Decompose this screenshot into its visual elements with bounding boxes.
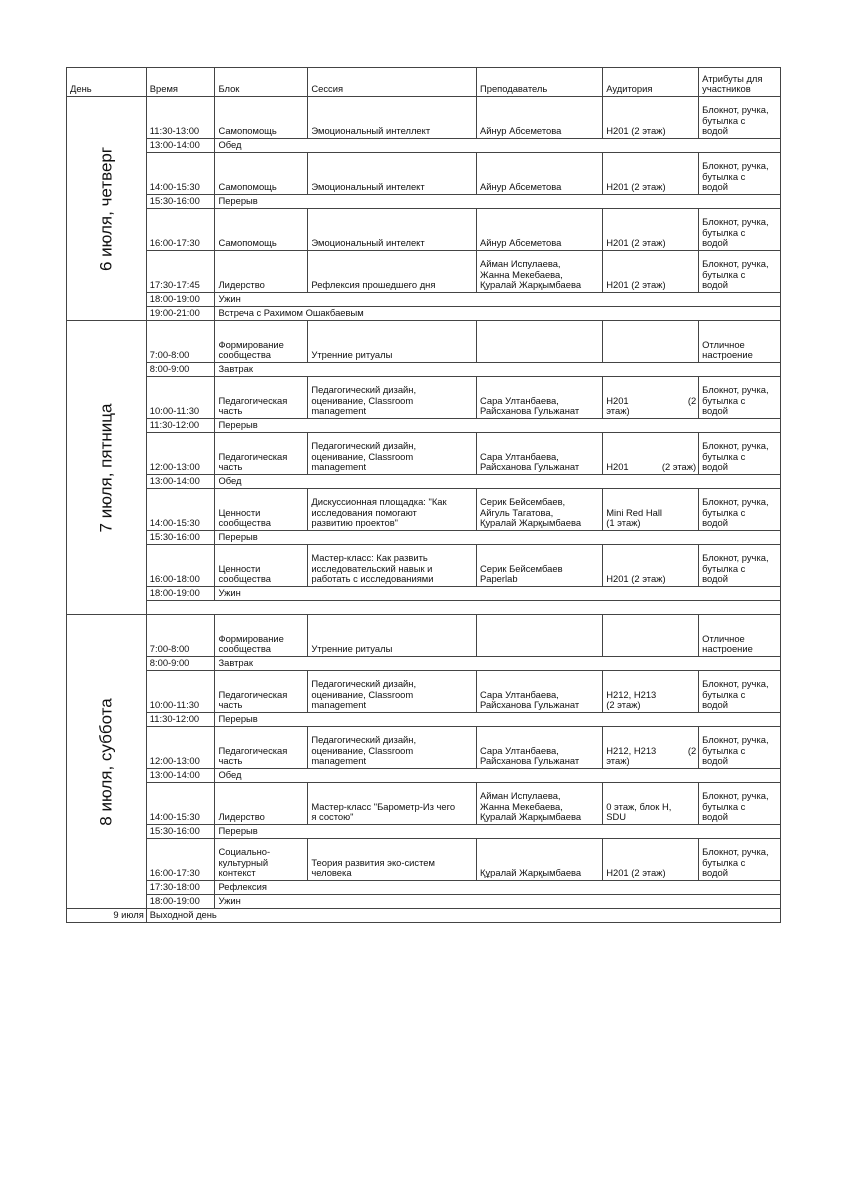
time-cell: 13:00-14:00 [146, 475, 215, 489]
time-cell: 14:00-15:30 [146, 153, 215, 195]
session-row [67, 97, 781, 139]
break-row [67, 769, 781, 783]
break-row [67, 713, 781, 727]
break-row [67, 531, 781, 545]
time-cell: 11:30-12:00 [146, 713, 215, 727]
room-cell: H201 (2 этаж) [603, 839, 699, 881]
time-cell: 12:00-13:00 [146, 433, 215, 475]
break-row [67, 307, 781, 321]
break-cell: Встреча с Рахимом Ошакбаевым [215, 307, 781, 321]
attrs-cell: Блокнот, ручка, бутылка с водой [699, 727, 781, 769]
room-floor-cont: этаж) [606, 405, 630, 417]
block-cell: Формирование сообщества [215, 615, 308, 657]
header-row [67, 68, 781, 97]
room-cell: H201 (2 этаж) [603, 545, 699, 587]
break-cell: Завтрак [215, 363, 781, 377]
session-row [67, 727, 781, 769]
session-row [67, 489, 781, 531]
break-cell: Обед [215, 475, 781, 489]
session-cell: Эмоциональный интелект [308, 209, 477, 251]
session-cell: Утренние ритуалы [308, 615, 477, 657]
day-label: 7 июля, пятница [96, 403, 116, 532]
header-time: Время [146, 68, 215, 97]
header-room: Аудитория [603, 68, 699, 97]
session-row [67, 251, 781, 293]
room-value: H201 [606, 461, 629, 473]
break-row [67, 419, 781, 433]
day-label: 6 июля, четверг [96, 146, 116, 271]
attrs-cell: Блокнот, ручка, бутылка с водой [699, 433, 781, 475]
block-cell: Самопомощь [215, 209, 308, 251]
teacher-cell: Серик Бейсембаев, Айгуль Тагатова, Қуралай Жарқымбаева [477, 489, 603, 531]
teacher-cell [477, 321, 603, 363]
teacher-cell: Айнур Абсеметова [477, 209, 603, 251]
session-row [67, 783, 781, 825]
time-cell: 15:30-16:00 [146, 825, 215, 839]
session-cell: Эмоциональный интеллект [308, 97, 477, 139]
time-cell: 16:00-17:30 [146, 839, 215, 881]
teacher-cell: Сара Ултанбаева, Райсханова Гульжанат [477, 377, 603, 419]
attrs-cell: Отличное настроение [699, 321, 781, 363]
break-row [67, 587, 781, 601]
time-cell: 18:00-19:00 [146, 895, 215, 909]
time-cell: 18:00-19:00 [146, 293, 215, 307]
time-cell: 10:00-11:30 [146, 671, 215, 713]
session-row [67, 839, 781, 881]
room-cell: H212, H213 (2 этаж) [603, 671, 699, 713]
room-cell [603, 727, 699, 769]
break-cell: Перерыв [215, 195, 781, 209]
block-cell: Самопомощь [215, 97, 308, 139]
time-cell: 13:00-14:00 [146, 139, 215, 153]
day-label: 8 июля, суббота [96, 697, 116, 826]
session-cell: Педагогический дизайн, оценивание, Classroom management [308, 433, 477, 475]
header-day: День [67, 68, 147, 97]
attrs-cell: Отличное настроение [699, 615, 781, 657]
break-row [67, 195, 781, 209]
time-cell: 8:00-9:00 [146, 363, 215, 377]
room-floor: (2 [687, 744, 697, 756]
time-cell: 11:30-13:00 [146, 97, 215, 139]
session-cell: Педагогический дизайн, оценивание, Classroom management [308, 671, 477, 713]
teacher-cell: Құралай Жарқымбаева [477, 839, 603, 881]
time-cell: 17:30-17:45 [146, 251, 215, 293]
empty-row [67, 601, 781, 615]
session-cell: Мастер-класс "Барометр-Из чего я состою" [308, 783, 477, 825]
block-cell: Педагогическая часть [215, 727, 308, 769]
room-cell: 0 этаж, блок H, SDU [603, 783, 699, 825]
room-cell [603, 377, 699, 419]
time-cell: 16:00-17:30 [146, 209, 215, 251]
block-cell: Ценности сообщества [215, 489, 308, 531]
attrs-cell: Блокнот, ручка, бутылка с водой [699, 839, 781, 881]
session-row [67, 545, 781, 587]
block-cell: Лидерство [215, 251, 308, 293]
session-cell: Дискуссионная площадка: "Как исследования помогают развитию проектов" [308, 489, 477, 531]
block-cell: Педагогическая часть [215, 671, 308, 713]
teacher-cell: Айман Испулаева, Жанна Мекебаева, Қуралай Жарқымбаева [477, 251, 603, 293]
session-row [67, 209, 781, 251]
block-cell: Ценности сообщества [215, 545, 308, 587]
session-row [67, 671, 781, 713]
teacher-cell: Сара Ултанбаева, Райсханова Гульжанат [477, 433, 603, 475]
teacher-cell: Айман Испулаева, Жанна Мекебаева, Қуралай Жарқымбаева [477, 783, 603, 825]
room-floor-cont: этаж) [606, 755, 630, 767]
session-row [67, 615, 781, 657]
attrs-cell: Блокнот, ручка, бутылка с водой [699, 251, 781, 293]
break-cell: Ужин [215, 587, 781, 601]
break-cell: Рефлексия [215, 881, 781, 895]
block-cell: Педагогическая часть [215, 377, 308, 419]
session-cell: Педагогический дизайн, оценивание, Classroom management [308, 377, 477, 419]
room-cell: H201 (2 этаж) [603, 251, 699, 293]
attrs-cell: Блокнот, ручка, бутылка с водой [699, 783, 781, 825]
day-cell [67, 615, 147, 909]
teacher-cell: Айнур Абсеметова [477, 97, 603, 139]
time-cell: 7:00-8:00 [146, 321, 215, 363]
block-cell: Социально- культурный контекст [215, 839, 308, 881]
time-cell: 7:00-8:00 [146, 615, 215, 657]
time-cell: 17:30-18:00 [146, 881, 215, 895]
break-cell: Перерыв [215, 419, 781, 433]
session-cell: Мастер-класс: Как развить исследовательский навык и работать с исследованиями [308, 545, 477, 587]
block-cell: Лидерство [215, 783, 308, 825]
session-cell: Утренние ритуалы [308, 321, 477, 363]
session-row [67, 321, 781, 363]
teacher-cell: Сара Ултанбаева, Райсханова Гульжанат [477, 727, 603, 769]
break-row [67, 895, 781, 909]
break-row [67, 657, 781, 671]
attrs-cell: Блокнот, ручка, бутылка с водой [699, 545, 781, 587]
time-cell: 14:00-15:30 [146, 783, 215, 825]
break-cell: Перерыв [215, 531, 781, 545]
attrs-cell: Блокнот, ручка, бутылка с водой [699, 671, 781, 713]
room-value: H212, H213 [606, 744, 657, 756]
room-cell: H201 (2 этаж) [603, 209, 699, 251]
teacher-cell: Сара Ултанбаева, Райсханова Гульжанат [477, 671, 603, 713]
time-cell: 10:00-11:30 [146, 377, 215, 419]
session-row [67, 377, 781, 419]
attrs-cell: Блокнот, ручка, бутылка с водой [699, 489, 781, 531]
teacher-cell [477, 615, 603, 657]
time-cell: 15:30-16:00 [146, 195, 215, 209]
session-cell: Эмоциональный интелект [308, 153, 477, 195]
attrs-cell: Блокнот, ручка, бутылка с водой [699, 209, 781, 251]
room-cell [603, 615, 699, 657]
time-cell: 15:30-16:00 [146, 531, 215, 545]
break-row [67, 881, 781, 895]
time-cell: 16:00-18:00 [146, 545, 215, 587]
attrs-cell: Блокнот, ручка, бутылка с водой [699, 153, 781, 195]
teacher-cell: Айнур Абсеметова [477, 153, 603, 195]
block-cell: Педагогическая часть [215, 433, 308, 475]
break-row [67, 363, 781, 377]
time-cell: 14:00-15:30 [146, 489, 215, 531]
break-row [67, 293, 781, 307]
teacher-cell: Серик Бейсембаев Paperlab [477, 545, 603, 587]
room-floor: (2 [687, 394, 697, 406]
header-session: Сессия [308, 68, 477, 97]
room-floor: (2 этаж) [661, 461, 697, 473]
time-cell: 13:00-14:00 [146, 769, 215, 783]
header-attrs: Атрибуты для участников [699, 68, 781, 97]
day-cell [67, 321, 147, 615]
time-cell: 11:30-12:00 [146, 419, 215, 433]
break-row [67, 475, 781, 489]
session-row [67, 433, 781, 475]
room-cell: H201 (2 этаж) [603, 97, 699, 139]
block-cell: Самопомощь [215, 153, 308, 195]
header-teacher: Преподаватель [477, 68, 603, 97]
session-cell: Теория развития эко-систем человека [308, 839, 477, 881]
session-row [67, 153, 781, 195]
day-off-text: Выходной день [146, 909, 780, 923]
attrs-cell: Блокнот, ручка, бутылка с водой [699, 97, 781, 139]
break-row [67, 139, 781, 153]
break-cell: Обед [215, 139, 781, 153]
break-cell: Перерыв [215, 825, 781, 839]
block-cell: Формирование сообщества [215, 321, 308, 363]
break-cell: Завтрак [215, 657, 781, 671]
room-cell: Mini Red Hall (1 этаж) [603, 489, 699, 531]
time-cell: 12:00-13:00 [146, 727, 215, 769]
day-off-row [67, 909, 781, 923]
day-off-date: 9 июля [67, 909, 147, 923]
break-cell: Перерыв [215, 713, 781, 727]
attrs-cell: Блокнот, ручка, бутылка с водой [699, 377, 781, 419]
room-cell: H201 (2 этаж) [603, 153, 699, 195]
room-cell [603, 321, 699, 363]
room-cell [603, 433, 699, 475]
break-cell: Обед [215, 769, 781, 783]
header-block: Блок [215, 68, 308, 97]
time-cell: 8:00-9:00 [146, 657, 215, 671]
break-cell: Ужин [215, 895, 781, 909]
time-cell: 18:00-19:00 [146, 587, 215, 601]
room-value: H201 [606, 394, 629, 406]
break-cell: Ужин [215, 293, 781, 307]
session-cell: Педагогический дизайн, оценивание, Classroom management [308, 727, 477, 769]
break-row [67, 825, 781, 839]
session-cell: Рефлексия прошедшего дня [308, 251, 477, 293]
day-cell [67, 97, 147, 321]
schedule-table [66, 67, 781, 923]
time-cell: 19:00-21:00 [146, 307, 215, 321]
empty-cell [146, 601, 780, 615]
